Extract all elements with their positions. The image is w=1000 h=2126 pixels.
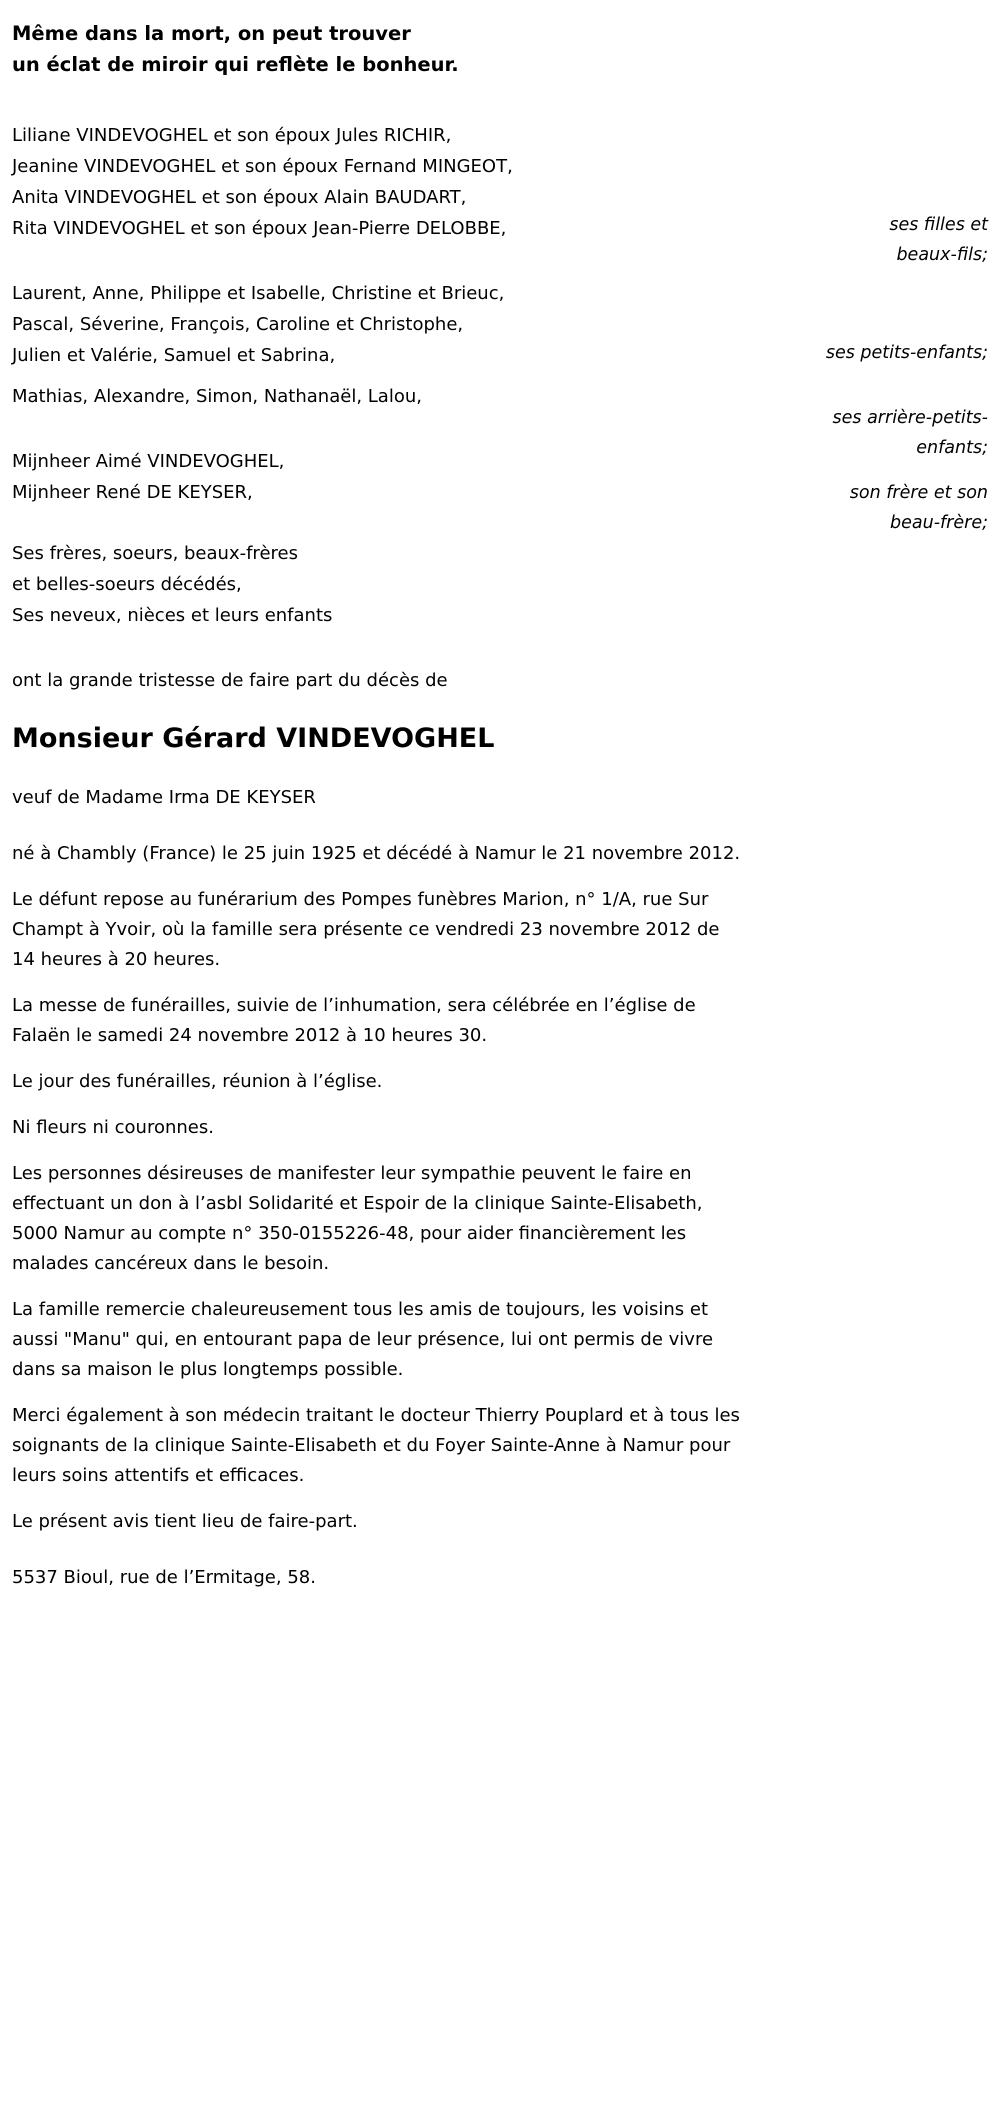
spacer (12, 869, 988, 885)
daughter-line: Rita VINDEVOGHEL et son époux Jean-Pierre DELOBBE, (12, 218, 507, 239)
spacer (12, 631, 988, 665)
announcement-line: ont la grande tristesse de faire part du décès de (12, 670, 448, 691)
birth-death-details: né à Chambly (France) le 25 juin 1925 et décédé à Namur le 21 novembre 2012. (12, 843, 741, 864)
spacer (12, 975, 988, 991)
other-relatives (12, 538, 988, 631)
grandchildren-names (12, 278, 692, 371)
other-relatives-line-1: Ses frères, soeurs, beaux-frères (12, 543, 298, 564)
great-grandchildren-role-line-2: enfants; (916, 438, 988, 458)
spacer (12, 1279, 988, 1295)
daughters-role-line-1: ses filles et (889, 215, 988, 235)
daughter-line: Liliane VINDEVOGHEL et son époux Jules RICHIR, (12, 125, 452, 146)
daughters-names (12, 120, 692, 244)
thanks-doctors: Merci également à son médecin traitant le docteur Thierry Pouplard et à tous les soignants de la clinique Sainte-Elisabeth et du Foyer Sainte-Anne à Namur pour leurs soins attentifs et efficaces. (12, 1405, 740, 1486)
spacer (12, 1537, 988, 1563)
thanks-friends: La famille remercie chaleureusement tous les amis de toujours, les voisins et aussi "Manu" qui, en entourant papa de leur présence, lui ont permis de vivre dans sa maison le plus longtemps possible. (12, 1299, 714, 1380)
brothers-block (12, 446, 988, 533)
grandchildren-block (12, 278, 988, 371)
spacer (12, 756, 988, 782)
grandchildren-role (658, 338, 988, 368)
epitaph-line-2: un éclat de miroir qui reflète le bonheur. (12, 53, 459, 76)
spacer (12, 813, 988, 839)
spacer (12, 371, 988, 381)
spacer (12, 1491, 988, 1507)
epitaph (12, 18, 988, 80)
daughter-line: Jeanine VINDEVOGHEL et son époux Fernand MINGEOT, (12, 156, 513, 177)
spacer (12, 1051, 988, 1067)
great-grandchild-line: Mathias, Alexandre, Simon, Nathanaël, Lalou, (12, 386, 422, 407)
daughters-role (658, 210, 988, 270)
brothers-role-line-1: son frère et son (849, 483, 988, 503)
deceased-name: Monsieur Gérard VINDEVOGHEL (12, 723, 495, 754)
brother-line: Mijnheer René DE KEYSER, (12, 482, 253, 503)
grandchild-line: Pascal, Séverine, François, Caroline et Christophe, (12, 314, 464, 335)
grandchild-line: Laurent, Anne, Philippe et Isabelle, Christine et Brieuc, (12, 283, 505, 304)
mass-details: La messe de funérailles, suivie de l’inhumation, sera célébrée en l’église de Falaën le samedi 24 novembre 2012 à 10 heures 30. (12, 995, 696, 1046)
epitaph-line-1: Même dans la mort, on peut trouver (12, 22, 411, 45)
spacer (12, 80, 988, 120)
other-relatives-line-3: Ses neveux, nièces et leurs enfants (12, 605, 333, 626)
donations-details: Les personnes désireuses de manifester leur sympathie peuvent le faire en effectuant un don à l’asbl Solidarité et Espoir de la clinique Sainte-Elisabeth, 5000 Namur au compte n° 350-0155226-48, pour aider financièrement les malades cancéreux dans le besoin. (12, 1163, 703, 1274)
notice-text: Le présent avis tient lieu de faire-part. (12, 1511, 358, 1532)
brothers-role (658, 478, 988, 538)
grandchildren-role-line: ses petits-enfants; (825, 343, 988, 363)
brother-line: Mijnheer Aimé VINDEVOGHEL, (12, 451, 285, 472)
grandchild-line: Julien et Valérie, Samuel et Sabrina, (12, 345, 336, 366)
daughters-block (12, 120, 988, 265)
other-relatives-line-2: et belles-soeurs décédés, (12, 574, 242, 595)
family-address: 5537 Bioul, rue de l’Ermitage, 58. (12, 1567, 316, 1588)
brothers-names (12, 446, 692, 508)
brothers-role-line-2: beau-frère; (890, 513, 988, 533)
daughter-line: Anita VINDEVOGHEL et son époux Alain BAUDART, (12, 187, 467, 208)
no-flowers-notice: Ni fleurs ni couronnes. (12, 1117, 214, 1138)
gathering-details: Le jour des funérailles, réunion à l’église. (12, 1071, 383, 1092)
daughters-role-line-2: beaux-fils; (896, 245, 988, 265)
great-grandchildren-names (12, 381, 692, 412)
great-grandchildren-block (12, 381, 988, 458)
spacer (12, 1097, 988, 1113)
great-grandchildren-role-line-1: ses arrière-petits- (832, 408, 988, 428)
deceased-spouse: veuf de Madame Irma DE KEYSER (12, 787, 316, 808)
spacer (12, 696, 988, 722)
funeral-home-details: Le défunt repose au funérarium des Pompes funèbres Marion, n° 1/A, rue Sur Champt à Yvoir, où la famille sera présente ce vendredi 23 novembre 2012 de 14 heures à 20 heures. (12, 889, 720, 970)
spacer (12, 1143, 988, 1159)
spacer (12, 1385, 988, 1401)
